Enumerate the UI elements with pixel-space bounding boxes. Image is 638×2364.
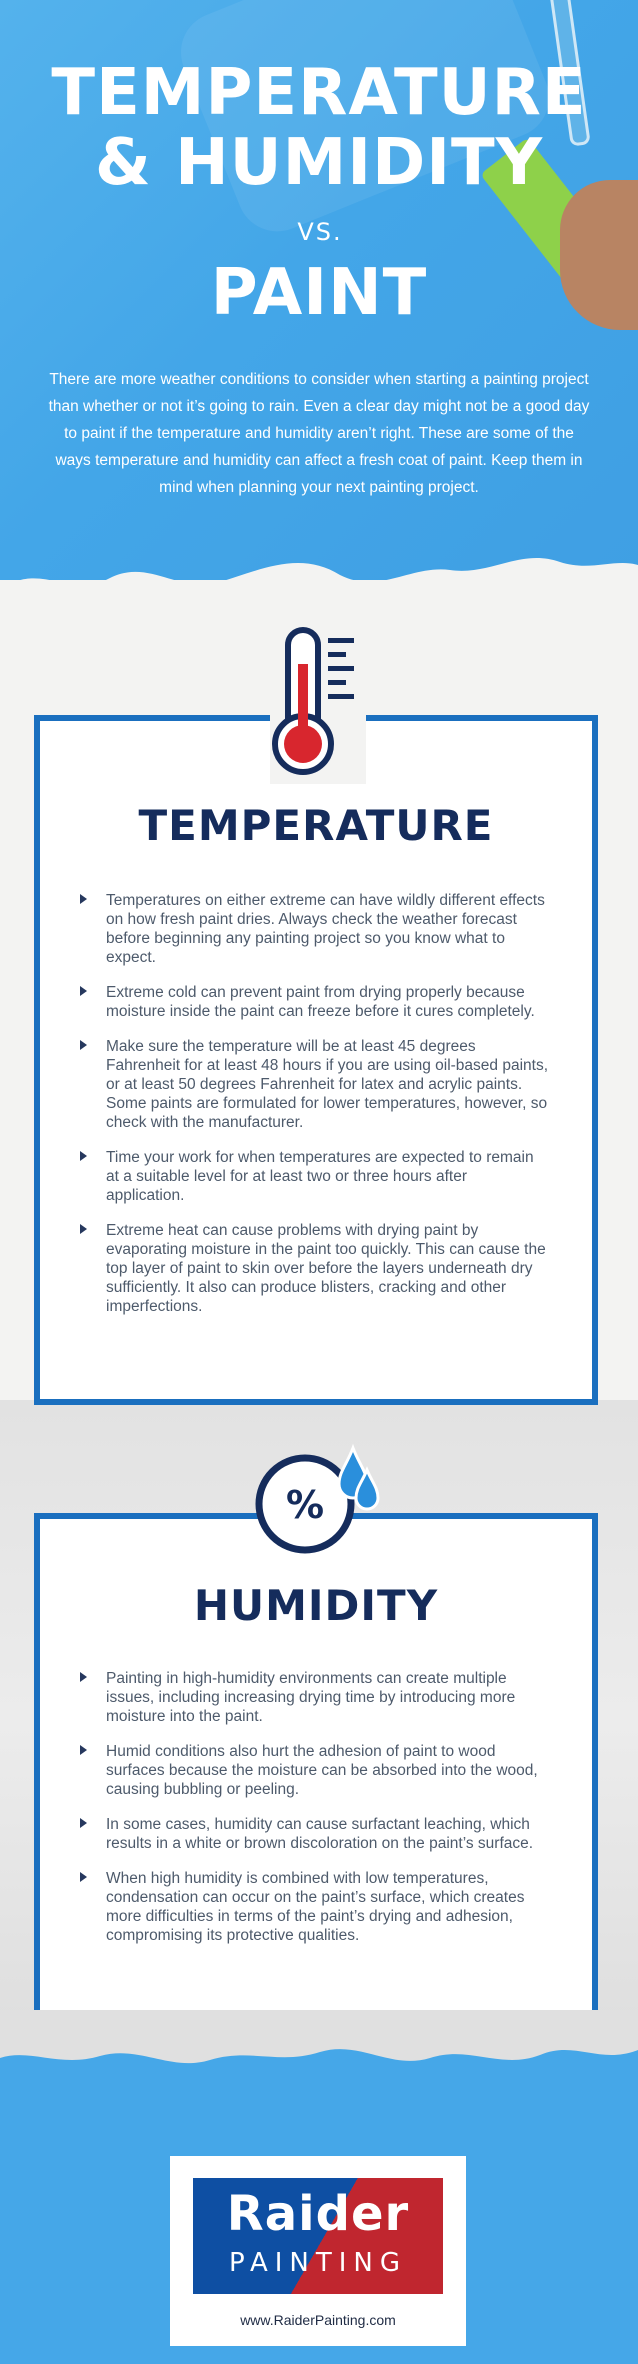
list-item: Humid conditions also hurt the adhesion of paint to wood surfaces because the moisture can be absorbed into the wood, causing bubbling or peeling. (78, 1742, 548, 1799)
temperature-list (78, 891, 548, 1332)
title-paint: PAINT (210, 256, 428, 330)
list-item: Extreme cold can prevent paint from drying properly because moisture inside the paint can freeze before it cures completely. (78, 983, 548, 1021)
humidity-card (34, 1513, 598, 2020)
torn-paper-edge-bottom (0, 2010, 638, 2090)
bullet-arrow-icon (80, 986, 87, 996)
bullet-arrow-icon (80, 1151, 87, 1161)
list-item: Time your work for when temperatures are expected to remain at a suitable level for at least two or three hours after application. (78, 1148, 548, 1205)
thermometer-icon (270, 624, 366, 784)
company-logo-card[interactable] (170, 2156, 466, 2346)
hero-banner (0, 0, 638, 600)
temperature-card (34, 715, 598, 1405)
list-item: Painting in high-humidity environments can create multiple issues, including increasing drying time by introducing more moisture into the paint. (78, 1669, 548, 1726)
temperature-heading: TEMPERATURE (138, 801, 494, 850)
percent-symbol: % (285, 1483, 325, 1527)
bullet-arrow-icon (80, 894, 87, 904)
humidity-heading: HUMIDITY (193, 1581, 439, 1630)
list-item: When high humidity is combined with low temperatures, condensation can occur on the paint’s surface, which creates more difficulties in terms of the paint’s drying and adhesion, compromising its protective qualities. (78, 1869, 548, 1945)
company-logo (193, 2178, 443, 2294)
logo-wordmark: Raider (226, 2186, 410, 2242)
list-item: Extreme heat can cause problems with drying paint by evaporating moisture in the paint too quickly. This can cause the top layer of paint to skin over before the layers underneath dry sufficiently. It also can produce blisters, cracking and other imperfections. (78, 1221, 548, 1316)
torn-paper-edge-top (0, 540, 638, 630)
bullet-arrow-icon (80, 1224, 87, 1234)
list-item: Make sure the temperature will be at least 45 degrees Fahrenheit for at least 48 hours if you are using oil-based paints, or at least 50 degrees Fahrenheit for latex and acrylic paints. Some paints are formulated for lower temperatures, however, so check with the manufacturer. (78, 1037, 548, 1132)
humidity-list (78, 1669, 548, 1961)
bullet-arrow-icon (80, 1040, 87, 1050)
bullet-arrow-icon (80, 1872, 87, 1882)
bullet-arrow-icon (80, 1818, 87, 1828)
bullet-arrow-icon (80, 1745, 87, 1755)
website-link[interactable]: www.RaiderPainting.com (240, 2312, 396, 2328)
intro-paragraph: There are more weather conditions to consider when starting a painting project than whether or not it’s going to rain. Even a clear day might not be a good day to paint if the temperature and humidity aren’t right. These are some of the ways temperature and humidity can affect a fresh coat of paint. Keep them in mind when planning your next painting project. (48, 371, 590, 496)
bullet-arrow-icon (80, 1672, 87, 1682)
list-item: Temperatures on either extreme can have wildly different effects on how fresh paint dries. Always check the weather forecast before beginning any painting project so you know what to expect. (78, 891, 548, 967)
list-item: In some cases, humidity can cause surfactant leaching, which results in a white or brown discoloration on the paint’s surface. (78, 1815, 548, 1853)
title-humidity: & HUMIDITY (94, 126, 544, 200)
logo-subtitle: PAINTING (228, 2248, 408, 2278)
humidity-percent-icon (255, 1440, 383, 1560)
title-vs: VS. (297, 218, 343, 246)
title-temperature: TEMPERATURE (51, 56, 587, 130)
